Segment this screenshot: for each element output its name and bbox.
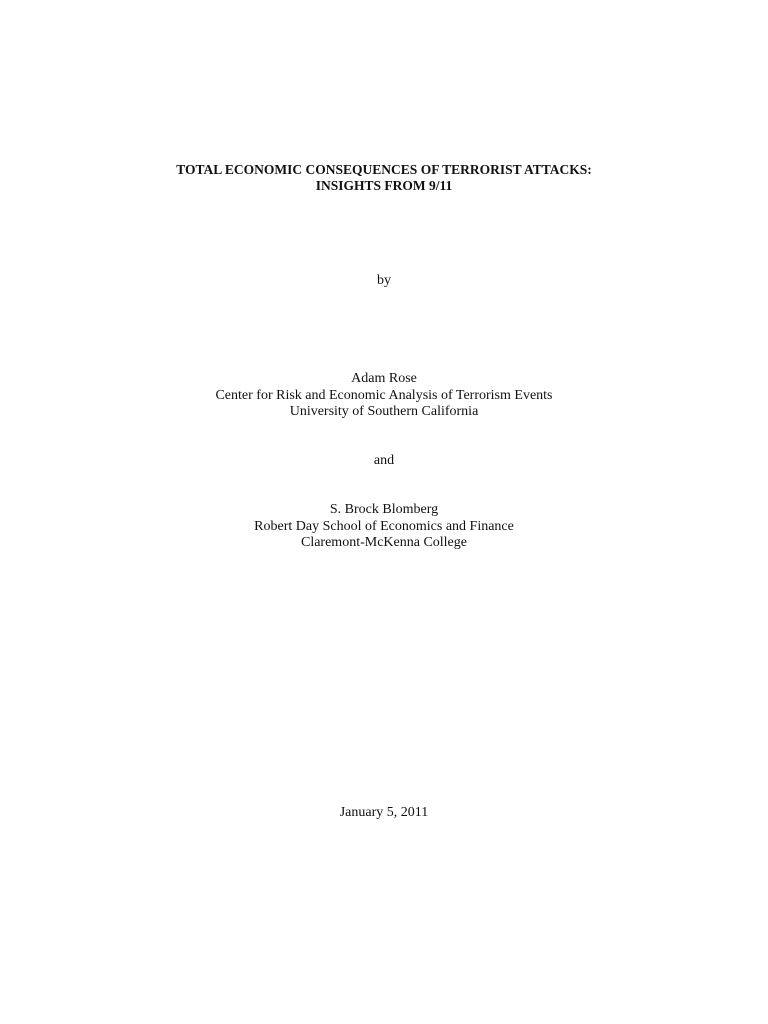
paper-title-line-1: TOTAL ECONOMIC CONSEQUENCES OF TERRORIST ATTACKS:: [176, 162, 592, 177]
author-2-institution: Claremont-McKenna College: [300, 535, 467, 550]
author-2-affiliation: Robert Day School of Economics and Finance: [254, 519, 514, 534]
author-1-name: Adam Rose: [351, 371, 417, 386]
paper-title-line-2: INSIGHTS FROM 9/11: [315, 178, 453, 193]
author-1-institution: University of Southern California: [289, 404, 479, 419]
author-2-name: S. Brock Blomberg: [329, 502, 439, 517]
and-label: and: [373, 453, 395, 468]
by-label: by: [377, 273, 391, 288]
author-1-affiliation: Center for Risk and Economic Analysis of Terrorism Events: [215, 388, 553, 403]
publication-date: January 5, 2011: [339, 805, 429, 820]
